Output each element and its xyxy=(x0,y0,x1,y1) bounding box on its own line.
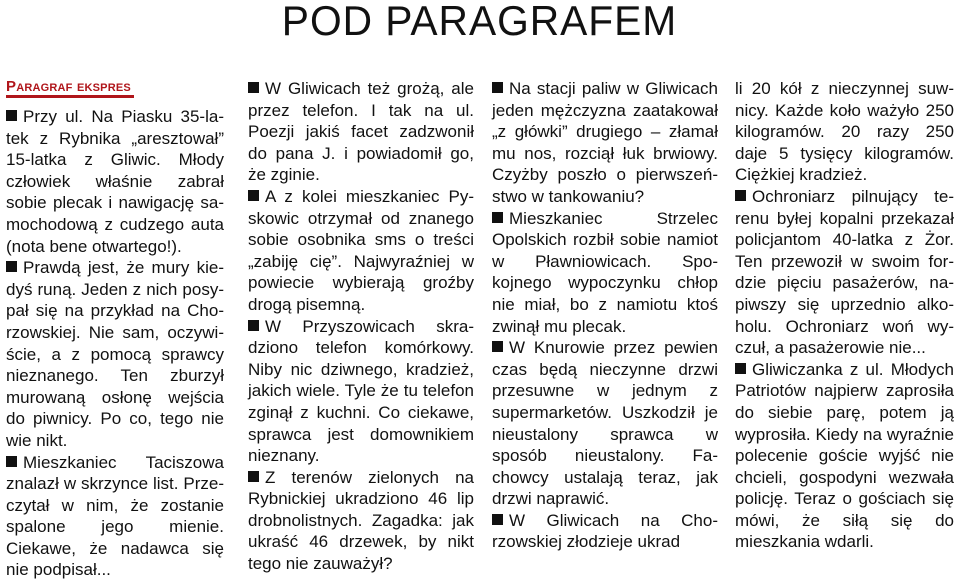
news-item: Mieszkaniec Strzelec Opolskich rozbił sobie namiot w Pławniowicach. Spokojnego wypoczynku chłop nie miał, bo z namiotu ktoś zwinął mu plecak. xyxy=(492,208,718,336)
bullet-icon xyxy=(492,341,503,352)
news-item: W Przyszowicach skradziono telefon komórkowy. Niby nic dziwnego, kradzież, jakich wiele. Tyle że tu telefon zginął z kuchni. Co ciekawe, sprawca jest domownikiem nieznany. xyxy=(248,316,474,466)
column-4 xyxy=(735,78,954,560)
bullet-icon xyxy=(492,82,503,93)
page-title: POD PARAGRAFEM xyxy=(281,0,678,44)
news-item: Prawdą jest, że mury kiedyś runą. Jeden z nich posypał się na przykład na Chorzowskiej. Nie sam, oczywiście, a z pomocą sprawcy nieznanego. Ten zburzył murowaną osłonę wejścia do piwnicy. Po co, tego nie wie nikt. xyxy=(6,258,224,450)
bullet-icon xyxy=(492,514,503,525)
bullet-icon xyxy=(492,212,503,223)
bullet-icon xyxy=(6,110,17,121)
news-item-continued: li 20 kół z nieczynnej suwnicy. Każde koło ważyło 250 kilogramów. 20 razy 250 daje 5 tysięcy kilogramów. Ciężkiej kradzież. xyxy=(735,79,954,185)
news-item: W Gliwicach też grożą, ale przez telefon. I tak na ul. Poezji jakiś facet zadzwonił do pana J. i powiadomił go, że zginie. xyxy=(248,79,474,185)
bullet-icon xyxy=(6,456,17,467)
column-1 xyxy=(6,106,224,580)
bullet-icon xyxy=(248,82,259,93)
column-2 xyxy=(248,78,474,574)
bullet-icon xyxy=(248,320,259,331)
column-3 xyxy=(492,78,718,560)
bullet-icon xyxy=(248,190,259,201)
news-item: Z terenów zielonych na Rybnickiej ukradziono 46 lip drobnolistnych. Zagadka: jak ukraść 46 drzewek, by nikt tego nie zauważył? xyxy=(248,467,474,574)
news-item: Przy ul. Na Piasku 35-latek z Rybnika „aresztował” 15-latka z Gliwic. Młody człowiek właśnie zabrał sobie plecak i nawigację samochodową z cudzego auta (nota bene otwartego!). xyxy=(6,107,224,256)
news-item: W Knurowie przez pewien czas będą nieczynne drzwi przesuwne w jednym z supermarketów. Uszkodził je nieustalony sprawca w sposób nieustalony. Fachowcy ustalają teraz, jak drzwi naprawić. xyxy=(492,338,718,509)
bullet-icon xyxy=(248,471,259,482)
news-item: A z kolei mieszkaniec Pyskowic otrzymał od znanego sobie osobnika sms o treści „zabiję cię”. Najwyraźniej w powiecie wybierają groźby drogą pisemną. xyxy=(248,186,474,314)
section-title: Paragraf ekspres xyxy=(6,78,134,98)
news-item: Mieszkaniec Taciszowa znalazł w skrzynce list. Przeczytał w nim, że zostanie spalone jego mienie. Ciekawe, że nadawca się nie podpisał... xyxy=(6,452,224,580)
bullet-icon xyxy=(735,190,746,201)
news-item: Gliwiczanka z ul. Młodych Patriotów najpierw zaprosiła do siebie parę, potem ją wyprosiła. Kiedy na wyraźnie polecenie goście wyjść nie chcieli, gospodyni wezwała policję. Teraz o gościach się mówi, że siłą się do mieszkania wdarli. xyxy=(735,359,954,552)
bullet-icon xyxy=(735,363,746,374)
news-item: Na stacji paliw w Gliwicach jeden mężczyzna zaatakował „z główki” drugiego – złamał mu nos, rozciął łuk brwiowy. Czyżby poszło o pierwszeństwo w tankowaniu? xyxy=(492,79,718,206)
news-item: W Gliwicach na Chorzowskiej złodzieje ukrad xyxy=(492,510,718,552)
news-item: Ochroniarz pilnujący terenu byłej kopalni przekazał policjantom 40-latka z Żor. Ten przewoził w swoim fordzie pięciu pasażerów, napiwszy się uprzednio alkoholu. Ochroniarz woń wyczuł, a pasażerowie nie... xyxy=(735,186,954,358)
bullet-icon xyxy=(6,261,17,272)
